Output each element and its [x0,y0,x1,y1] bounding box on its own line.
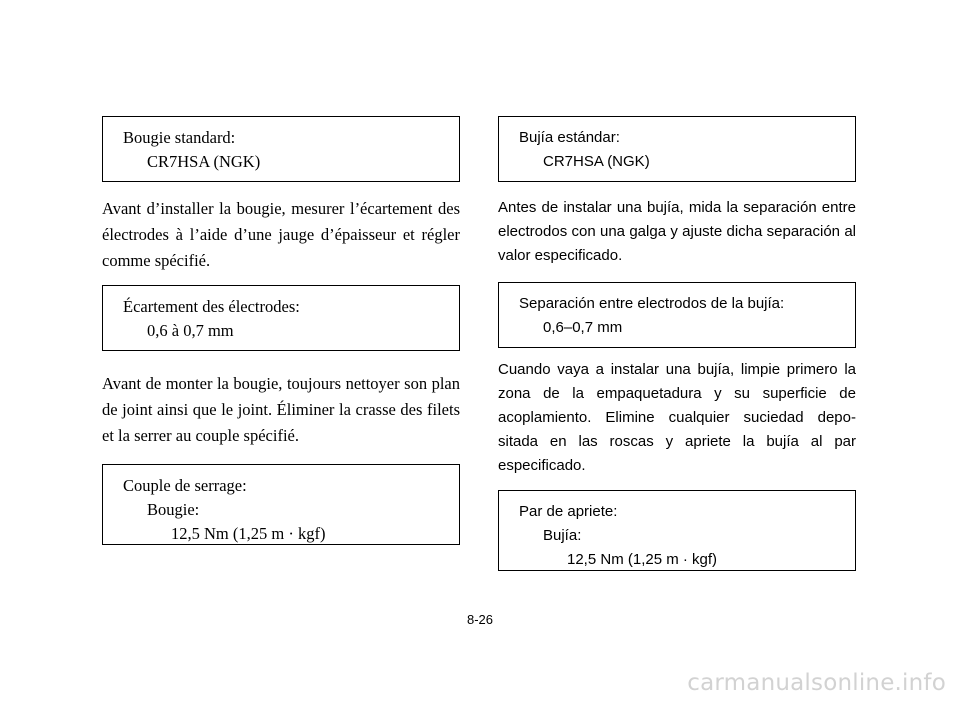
spec-label: Bujía estándar: [519,129,620,146]
french-column [102,116,460,545]
spec-label: Par de apriete: [519,503,618,520]
page-number: 8-26 [466,612,494,627]
electrode-gap-spec-box [498,282,856,348]
spec-value: 0,6–0,7 mm [543,319,623,336]
spec-value: 12,5 Nm (1,25 m · kgf) [171,524,326,543]
torque-spec-box [498,490,856,571]
install-instruction-paragraph: Avant de monter la bougie, toujours nettoyer son plan de joint ainsi que le joint. Éliminer la crasse des filets et la serrer au couple spécifié. [102,374,460,445]
spec-sublabel: Bougie: [147,500,200,519]
spark-plug-spec-box [102,116,460,182]
spec-value: 12,5 Nm (1,25 m · kgf) [567,551,718,568]
spec-label: Separación entre electrodos de la bujía: [519,295,785,312]
spec-value: CR7HSA (NGK) [147,152,261,171]
spanish-column [498,116,856,571]
spark-plug-spec-box [498,116,856,182]
spec-value: 0,6 à 0,7 mm [147,321,234,340]
watermark: carmanualsonline.info [687,670,946,696]
gap-instruction-paragraph: Avant d’installer la bougie, mesurer l’écartement des électrodes à l’aide d’une jauge d’épaisseur et régler comme spécifié. [102,199,460,270]
electrode-gap-spec-box [102,285,460,351]
torque-spec-box [102,464,460,545]
spec-label: Bougie standard: [123,128,236,147]
install-instruction-paragraph: Cuando vaya a instalar una bujía, limpie primero la zona de la empaquetadura y su superficie de acoplamiento. Elimine cualquier suciedad depo-sitada en las roscas y apriete la bujía al par especificado. [498,361,856,474]
spec-label: Couple de serrage: [123,476,247,495]
spec-sublabel: Bujía: [543,527,582,544]
spec-value: CR7HSA (NGK) [543,153,650,170]
spec-label: Écartement des électrodes: [123,297,300,316]
gap-instruction-paragraph: Antes de instalar una bujía, mida la separación entre electrodos con una galga y ajuste dicha separación al valor especificado. [498,199,856,264]
